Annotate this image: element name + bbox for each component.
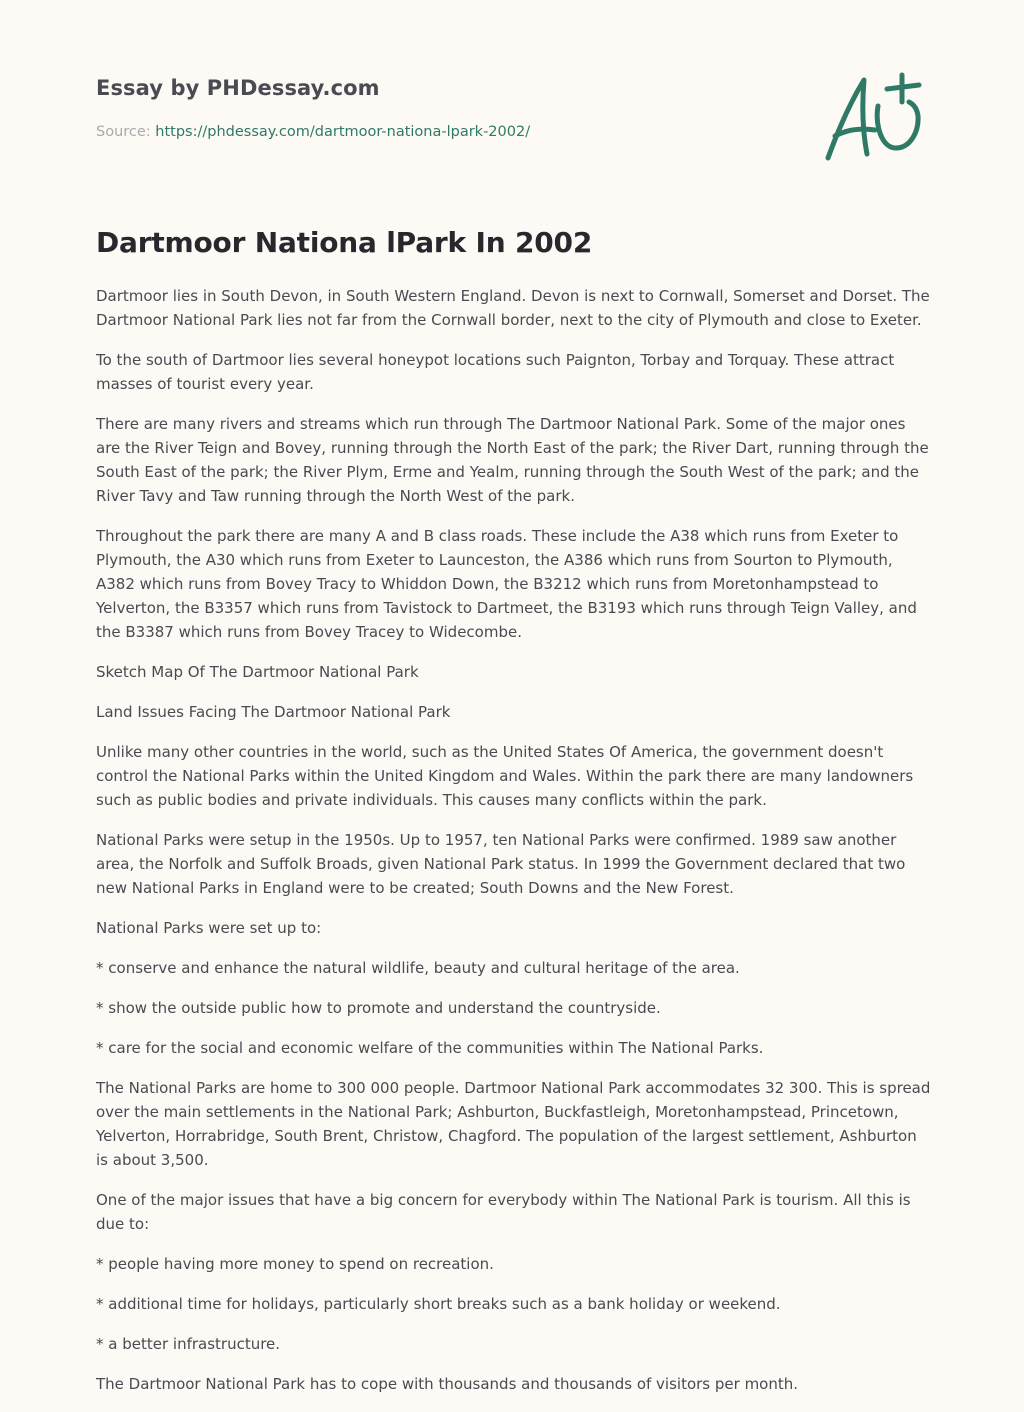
essay-paragraph: * additional time for holidays, particularly short breaks such as a bank holiday or weekend. xyxy=(96,1295,781,1313)
essay-paragraph: National Parks were set up to: xyxy=(96,919,322,937)
source-line xyxy=(96,124,530,140)
essay-paragraph: * a better infrastructure. xyxy=(96,1335,281,1353)
essay-paragraph: Land Issues Facing The Dartmoor National Park xyxy=(96,703,451,721)
source-label: Source: xyxy=(96,124,151,140)
essay-paragraph: Unlike many other countries in the world, such as the United States Of America, the government doesn't control the National Parks within the United Kingdom and Wales. Within the park there are many landowners such as public bodies and private individuals. This causes many conflicts within the park. xyxy=(96,743,914,809)
essay-paragraph: There are many rivers and streams which run through The Dartmoor National Park. Some of the major ones are the River Teign and Bovey, running through the North East of the park; the River Dart, running through the South East of the park; the River Plym, Erme and Yealm, running through the South West of the park; and the River Tavy and Taw running through the North West of the park. xyxy=(96,415,929,505)
essay-paragraph: * people having more money to spend on recreation. xyxy=(96,1255,494,1273)
essay-paragraph: National Parks were setup in the 1950s. Up to 1957, ten National Parks were confirmed. 1989 saw another area, the Norfolk and Suffolk Broads, given National Park status. In 1999 the Government declared that two new National Parks in England were to be created; South Downs and the New Forest. xyxy=(96,831,906,897)
essay-body xyxy=(96,284,932,1412)
essay-paragraph: * care for the social and economic welfare of the communities within The National Parks. xyxy=(96,1039,764,1057)
essay-paragraph: * conserve and enhance the natural wildlife, beauty and cultural heritage of the area. xyxy=(96,959,740,977)
essay-paragraph: Dartmoor lies in South Devon, in South Western England. Devon is next to Cornwall, Somerset and Dorset. The Dartmoor National Park lies not far from the Cornwall border, next to the city of Plymouth and close to Exeter. xyxy=(96,287,930,329)
essay-paragraph: Throughout the park there are many A and B class roads. These include the A38 which runs from Exeter to Plymouth, the A30 which runs from Exeter to Launceston, the A386 which runs from Sourton to Plymouth, A382 which runs from Bovey Tracy to Whiddon Down, the B3212 which runs from Moretonhampstead to Yelverton, the B3357 which runs from Tavistock to Dartmeet, the B3193 which runs through Teign Valley, and the B3387 which runs from Bovey Tracey to Widecombe. xyxy=(96,527,917,641)
essay-title: Dartmoor Nationa lPark In 2002 xyxy=(96,226,593,259)
essay-paragraph: Sketch Map Of The Dartmoor National Park xyxy=(96,663,419,681)
essay-paragraph: One of the major issues that have a big concern for everybody within The National Park is tourism. All this is due to: xyxy=(96,1191,911,1233)
essay-paragraph: The Dartmoor National Park has to cope with thousands and thousands of visitors per month. xyxy=(96,1375,799,1393)
site-brand: Essay by PHDessay.com xyxy=(96,76,380,100)
source-link[interactable]: https://phdessay.com/dartmoor-nationa-lpark-2002/ xyxy=(155,124,531,140)
essay-paragraph: * show the outside public how to promote and understand the countryside. xyxy=(96,999,661,1017)
essay-paragraph: To the south of Dartmoor lies several honeypot locations such Paignton, Torbay and Torquay. These attract masses of tourist every year. xyxy=(96,351,895,393)
a-plus-grade-icon xyxy=(818,66,930,166)
essay-paragraph: The National Parks are home to 300 000 people. Dartmoor National Park accommodates 32 300. This is spread over the main settlements in the National Park; Ashburton, Buckfastleigh, Moretonhampstead, Princetown, Yelverton, Horrabridge, South Brent, Christow, Chagford. The population of the largest settlement, Ashburton is about 3,500. xyxy=(96,1079,931,1169)
